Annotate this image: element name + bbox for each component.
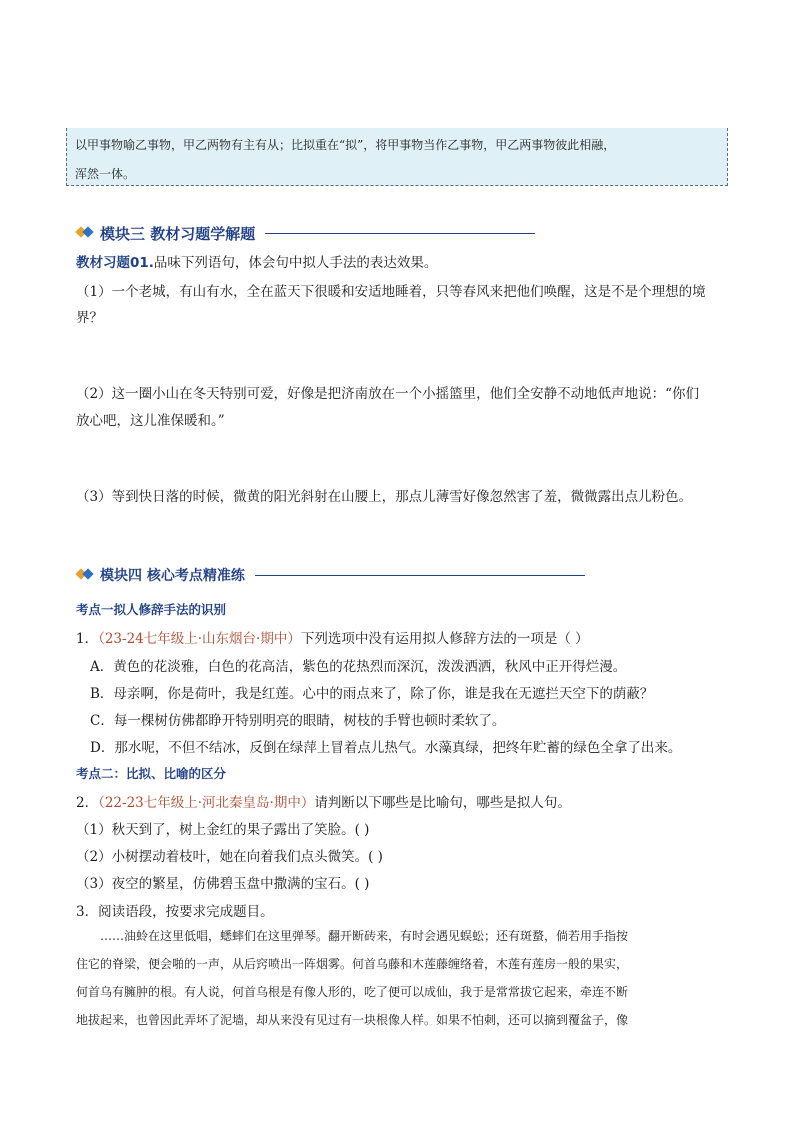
question-item-1b: 界？: [76, 310, 103, 326]
module4-header: [76, 564, 585, 586]
q1-number: 1．: [76, 631, 99, 647]
q1-source: （23-24七年级上·山东烟台·期中）: [98, 631, 301, 647]
q1-option-b: B．母亲啊，你是荷叶，我是红莲。心中的雨点来了，除了你，谁是我在无遮拦天空下的荫蔽？: [90, 686, 654, 702]
passage-line: ……油蛉在这里低唱，蟋蟀们在这里弹琴。翻开断砖来，有时会遇见蜈蚣；还有斑蝥，倘若用手指按: [100, 929, 629, 943]
point2-heading: 考点二：比拟、比喻的区分: [76, 766, 227, 781]
q2-text: 请判断以下哪些是比喻句，哪些是拟人句。: [314, 795, 571, 811]
module3-title: 模块三 教材习题学解题: [100, 224, 256, 243]
passage-line: 住它的脊梁，便会啪的一声，从后窍喷出一阵烟雾。何首乌藤和木莲藤缠络着，木莲有莲房一般的果实，: [76, 957, 629, 971]
q1-option-c: C．每一棵树仿佛都睁开特别明亮的眼睛，树枝的手臂也顿时柔软了。: [90, 713, 506, 729]
passage-line: 地拔起来，也曾因此弄坏了泥墙，却从来没有见过有一块根像人样。如果不怕刺，还可以摘到覆盆子，像: [76, 1013, 629, 1027]
q1-option-a: A．黄色的花淡雅，白色的花高洁，紫色的花热烈而深沉，泼泼洒洒，秋风中正开得烂漫。: [90, 659, 627, 675]
question-item-1a: （1）一个老城，有山有水，全在蓝天下很暖和安适地睡着，只等春风来把他们唤醒，这是不是个理想的境: [76, 284, 706, 300]
module3-header: [76, 222, 535, 244]
module4-title: 模块四 核心考点精准练: [100, 568, 245, 584]
point1-heading: 考点一拟人修辞手法的识别: [76, 602, 227, 617]
header-rule: [255, 575, 585, 576]
reading-passage: [76, 922, 716, 1034]
header-rule: [265, 233, 535, 234]
question-item-2b: 放心吧，这儿准保暖和。”: [76, 413, 225, 429]
diamond-bullet-icon: [76, 568, 96, 582]
question-text: 品味下列语句，体会句中拟人手法的表达效果。: [153, 255, 438, 271]
note-line-1: 以甲事物喻乙事物，甲乙两物有主有从；比拟重在“拟”，将甲事物当作乙事物，甲乙两事物彼此相融，: [75, 138, 616, 152]
q2-item-1: （1）秋天到了，树上金红的果子露出了笑脸。( ): [76, 822, 370, 838]
diamond-bullet-icon: [76, 226, 96, 240]
q2-item-3: （3）夜空的繁星，仿佛碧玉盘中撒满的宝石。( ): [76, 876, 370, 892]
question-item-3: （3）等到快日落的时候，微黄的阳光斜射在山腰上，那点儿薄雪好像忽然害了羞，微微露出点儿粉色。: [76, 489, 693, 505]
q3-stem: 3．阅读语段，按要求完成题目。: [76, 904, 274, 920]
q2-item-2: （2）小树摆动着枝叶，她在向着我们点头微笑。( ): [76, 849, 383, 865]
q1-option-d: D．那水呢，不但不结冰，反倒在绿萍上冒着点儿热气。水藻真绿，把终年贮蓄的绿色全拿了出来。: [90, 740, 682, 756]
q2-number: 2．: [76, 795, 99, 811]
textbook-question: [76, 251, 437, 271]
q2-stem: [76, 791, 571, 811]
question-item-2a: （2）这一圈小山在冬天特别可爱，好像是把济南放在一个小摇篮里，他们全安静不动地低声地说：“你们: [76, 386, 699, 402]
note-line-2: 浑然一体。: [75, 167, 136, 181]
q1-stem: [76, 627, 589, 647]
q2-source: （22-23七年级上·河北秦皇岛·期中）: [98, 795, 315, 811]
definition-note-box: [66, 128, 728, 186]
question-label: 教材习题01.: [76, 255, 154, 271]
passage-line: 何首乌有臃肿的根。有人说，何首乌根是有像人形的，吃了便可以成仙，我于是常常拔它起来，牵连不断: [76, 985, 629, 999]
q1-text: 下列选项中没有运用拟人修辞方法的一项是（ ）: [300, 631, 589, 647]
